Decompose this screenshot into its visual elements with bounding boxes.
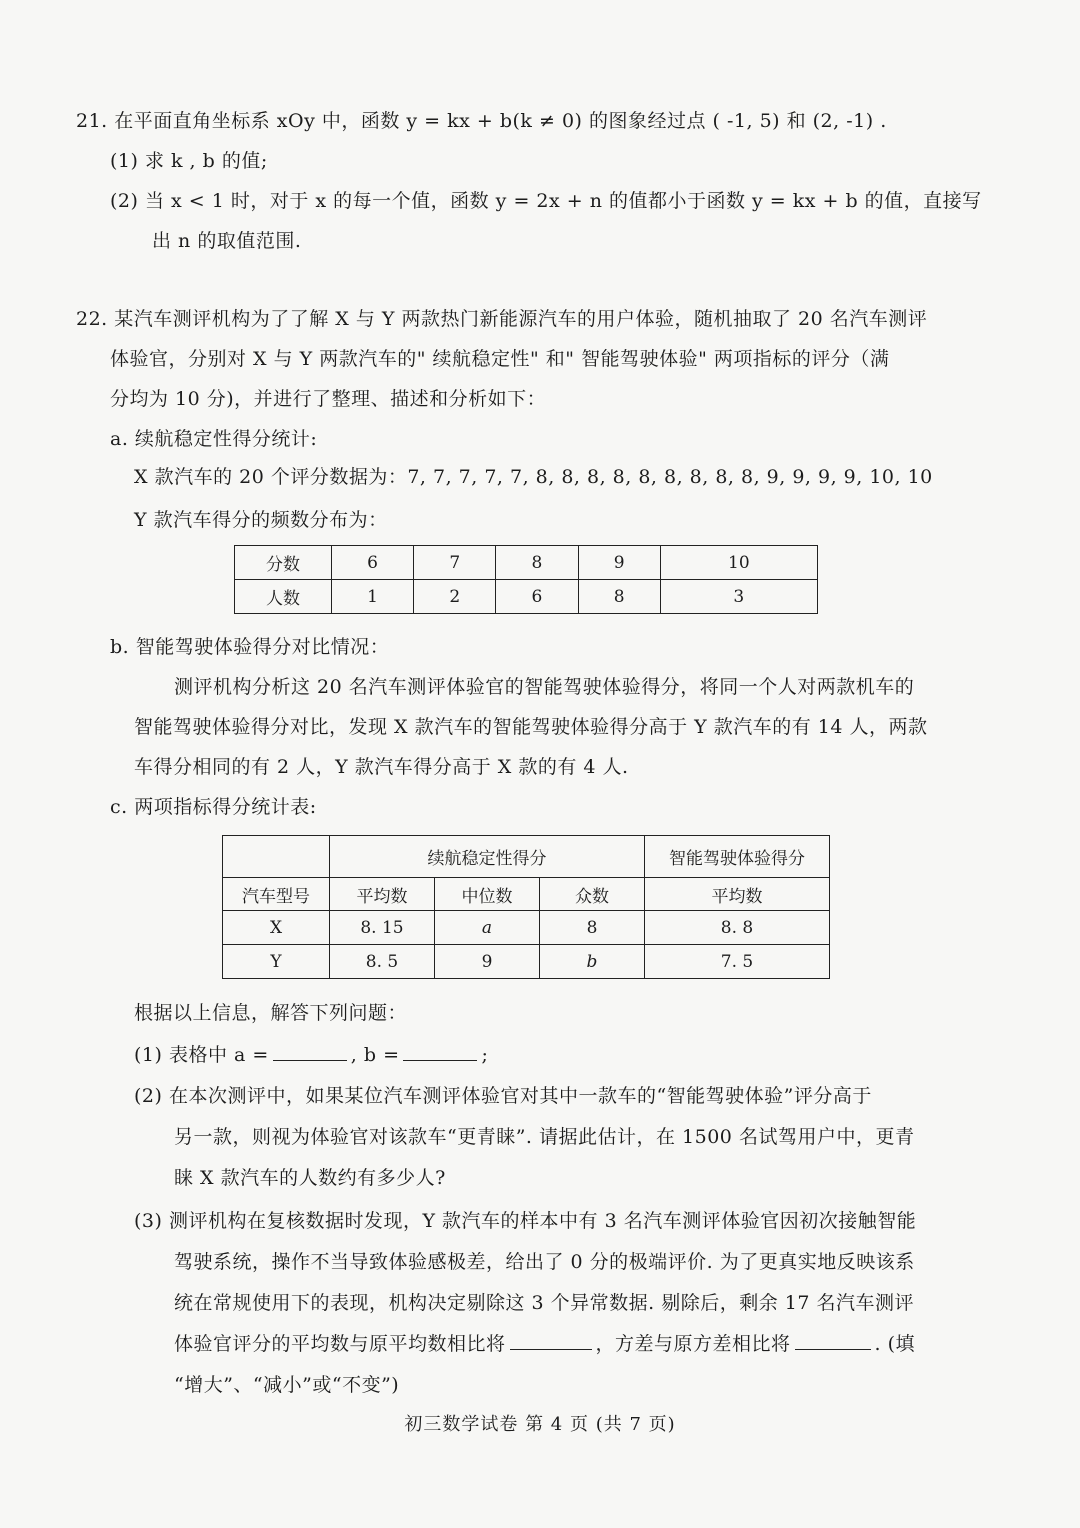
freq-score-cell: 9: [578, 546, 660, 580]
freq-score-cell: 8: [496, 546, 578, 580]
q22-stem-line2: 体验官，分别对 X 与 Y 两款汽车的" 续航稳定性" 和" 智能驾驶体验" 两项指标的评分（满: [110, 348, 890, 370]
part3-line4-c: . (填: [874, 1333, 916, 1355]
part2-line1: (2) 在本次测评中，如果某位汽车测评体验官对其中一款车的“智能驾驶体验”评分高于: [134, 1085, 872, 1107]
stat-col-mode: 众数: [540, 878, 645, 911]
answer-blank-a[interactable]: [273, 1044, 347, 1061]
q21-stem: 21. 在平面直角坐标系 xOy 中，函数 y = kx + b(k ≠ 0) 的图象经过点 ( -1, 5) 和 (2, -1) .: [76, 110, 887, 132]
stat-corner-cell: [223, 836, 330, 878]
freq-count-cell: 6: [496, 580, 578, 614]
stat-cell: 8: [540, 911, 645, 945]
part3-line4: [174, 1329, 915, 1356]
q21-part2-line2: 出 n 的取值范围.: [152, 230, 302, 252]
freq-score-cell: 10: [660, 546, 817, 580]
stat-cell: 7. 5: [645, 945, 830, 979]
section-c-title: c. 两项指标得分统计表:: [110, 796, 317, 818]
part3-line5: “增大”、“减小”或“不变”): [174, 1374, 400, 1396]
freq-count-cell: 1: [332, 580, 414, 614]
stat-header-row: [223, 878, 830, 911]
answer-intro: 根据以上信息，解答下列问题：: [134, 1002, 408, 1024]
part1-end: ;: [481, 1044, 489, 1066]
freq-count-cell: 8: [578, 580, 660, 614]
freq-count-cell: 2: [414, 580, 496, 614]
freq-score-label: 分数: [235, 546, 332, 580]
answer-blank-variance[interactable]: [795, 1333, 871, 1350]
freq-score-cell: 7: [414, 546, 496, 580]
stat-col-mean: 平均数: [330, 878, 435, 911]
frequency-count-row: [235, 580, 818, 614]
answer-blank-mean[interactable]: [510, 1333, 592, 1350]
part1-prefix: (1) 表格中 a =: [134, 1044, 269, 1066]
section-a-title: a. 续航稳定性得分统计:: [110, 428, 318, 450]
section-b-line3: 车得分相同的有 2 人，Y 款汽车得分高于 X 款的有 4 人.: [134, 756, 629, 778]
stat-row-x: [223, 911, 830, 945]
answer-blank-b[interactable]: [403, 1044, 477, 1061]
stat-cell: 8. 15: [330, 911, 435, 945]
freq-count-cell: 3: [660, 580, 817, 614]
freq-score-cell: 6: [332, 546, 414, 580]
part3-line1: (3) 测评机构在复核数据时发现，Y 款汽车的样本中有 3 名汽车测评体验官因初次接触智能: [134, 1210, 917, 1232]
stat-col-median: 中位数: [435, 878, 540, 911]
freq-count-label: 人数: [235, 580, 332, 614]
stat-cell: 8. 5: [330, 945, 435, 979]
part3-line4-b: ，方差与原方差相比将: [595, 1333, 791, 1355]
part1-line: [134, 1040, 488, 1067]
stat-cell: 9: [435, 945, 540, 979]
q22-stem-line1: 22. 某汽车测评机构为了了解 X 与 Y 两款热门新能源汽车的用户体验，随机抽取了 20 名汽车测评: [76, 308, 928, 330]
part3-line2: 驾驶系统，操作不当导致体验感极差，给出了 0 分的极端评价. 为了更真实地反映该系: [174, 1251, 915, 1273]
stat-cell: 8. 8: [645, 911, 830, 945]
section-b-title: b. 智能驾驶体验得分对比情况：: [110, 636, 390, 658]
stat-cell: X: [223, 911, 330, 945]
part3-line4-a: 体验官评分的平均数与原平均数相比将: [174, 1333, 506, 1355]
stat-col-mean2: 平均数: [645, 878, 830, 911]
section-a-x-data: X 款汽车的 20 个评分数据为：7, 7, 7, 7, 7, 8, 8, 8, 8, 8, 8, 8, 8, 8, 9, 9, 9, 9, 10, 10: [134, 466, 933, 488]
stat-cell: Y: [223, 945, 330, 979]
part2-line2: 另一款，则视为体验官对该款车“更青睐”. 请据此估计，在 1500 名试驾用户中，更青: [174, 1126, 915, 1148]
q21-part2-line1: (2) 当 x < 1 时，对于 x 的每一个值，函数 y = 2x + n 的值都小于函数 y = kx + b 的值，直接写: [110, 190, 982, 212]
stat-cell: b: [540, 945, 645, 979]
section-b-line2: 智能驾驶体验得分对比，发现 X 款汽车的智能驾驶体验得分高于 Y 款汽车的有 14 人，两款: [134, 716, 928, 738]
section-b-line1: 测评机构分析这 20 名汽车测评体验官的智能驾驶体验得分，将同一个人对两款机车的: [174, 676, 915, 698]
stat-group-row: [223, 836, 830, 878]
q21-part1: (1) 求 k , b 的值;: [110, 150, 268, 172]
stat-row-y: [223, 945, 830, 979]
frequency-table: [234, 545, 818, 614]
page-footer: 初三数学试卷 第 4 页 (共 7 页): [404, 1414, 676, 1435]
section-a-y-intro: Y 款汽车得分的频数分布为：: [134, 509, 388, 531]
part3-line3: 统在常规使用下的表现，机构决定剔除这 3 个异常数据. 剔除后，剩余 17 名汽车测评: [174, 1292, 915, 1314]
stat-col-model: 汽车型号: [223, 878, 330, 911]
frequency-header-row: [235, 546, 818, 580]
stat-group-driving: 智能驾驶体验得分: [645, 836, 830, 878]
stat-group-endurance: 续航稳定性得分: [330, 836, 645, 878]
q22-stem-line3: 分均为 10 分)，并进行了整理、描述和分析如下：: [110, 388, 547, 410]
statistics-table: [222, 835, 830, 979]
stat-cell: a: [435, 911, 540, 945]
part1-mid: , b =: [350, 1044, 400, 1066]
part2-line3: 睐 X 款汽车的人数约有多少人?: [174, 1167, 446, 1189]
